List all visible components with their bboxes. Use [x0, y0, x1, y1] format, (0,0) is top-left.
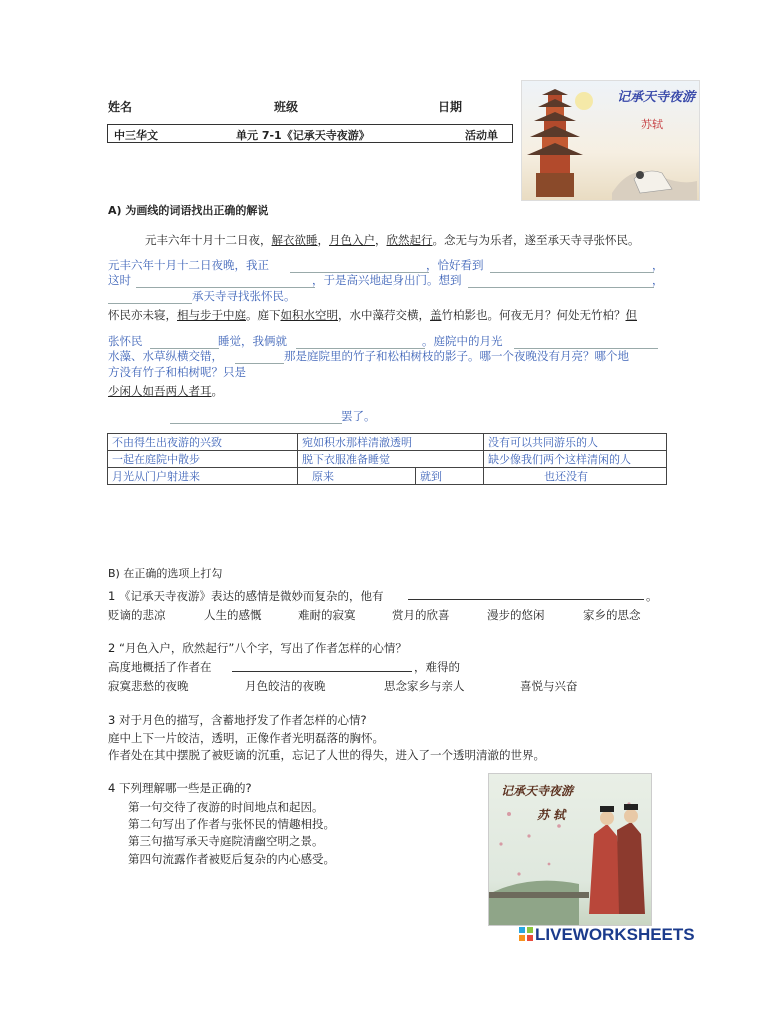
- q3-option[interactable]: 作者处在其中摆脱了被贬谪的沉重，忘记了人世的得失，进入了一个透明清澈的世界。: [108, 748, 545, 762]
- poem-illustration-top: [521, 80, 700, 201]
- top-image-author: 苏轼: [641, 118, 663, 131]
- poem-text: 。念无与为乐者，遂至承天寺寻张怀民。: [432, 233, 640, 247]
- q1-option[interactable]: 难耐的寂寞: [298, 608, 356, 622]
- word-bank-table: [107, 433, 667, 485]
- q2-option[interactable]: 思念家乡与亲人: [384, 679, 465, 693]
- poem-line-3: [108, 383, 223, 399]
- table-row: [108, 434, 667, 451]
- word-option[interactable]: 也还没有: [484, 468, 667, 485]
- translation-text: 元丰六年十月十二日夜晚，我正: [108, 258, 269, 272]
- answer-blank: [232, 671, 412, 672]
- question-1-end: 。: [646, 589, 658, 603]
- translation-text: ，于是高兴地起身出门。想到: [312, 273, 462, 287]
- q1-option[interactable]: 人生的感慨: [204, 608, 262, 622]
- question-2: 2 “月色入户，欣然起行”八个字，写出了作者怎样的心情？: [108, 641, 407, 655]
- question-2-line-end: ，难得的: [414, 660, 460, 674]
- underlined-phrase: 少闲人如吾两人者耳: [108, 384, 212, 398]
- translation-text: 那是庭院里的竹子和松柏树枝的影子。哪一个夜晚没有月亮？哪个地: [284, 349, 629, 363]
- poem-text: 竹柏影也。何夜无月？何处无竹柏？: [441, 308, 626, 322]
- answer-input[interactable]: [468, 271, 654, 288]
- q2-option[interactable]: 喜悦与兴奋: [520, 679, 578, 693]
- name-label: 姓名: [108, 100, 133, 114]
- question-4: 4 下列理解哪一些是正确的?: [108, 781, 252, 795]
- underlined-phrase: 解衣欲睡: [271, 233, 318, 247]
- translation-text: ，恰好看到: [426, 258, 484, 272]
- question-3: 3 对于月色的描写，含蓄地抒发了作者怎样的心情?: [108, 713, 367, 727]
- poem-text: 怀民亦未寝，: [108, 308, 177, 322]
- underlined-phrase: 欣然起行: [386, 233, 433, 247]
- answer-input[interactable]: [136, 271, 315, 288]
- translation-text: 罢了。: [341, 409, 376, 423]
- poem-text: 。: [211, 384, 223, 398]
- poem-text: 元丰六年十月十二日夜，: [145, 233, 272, 247]
- q4-option[interactable]: 第三句描写承天寺庭院清幽空明之景。: [128, 834, 324, 848]
- poem-line-1: [145, 232, 640, 248]
- translation-text: 水藻、水草纵横交错，: [108, 349, 223, 363]
- sheet-label: 活动单: [465, 129, 498, 142]
- date-label: 日期: [438, 100, 463, 114]
- q2-option[interactable]: 寂寞悲愁的夜晚: [108, 679, 189, 693]
- answer-input[interactable]: [235, 347, 284, 364]
- poem-text: ，水中藻荇交横，: [338, 308, 430, 322]
- question-1: 1 《记承天寺夜游》表达的感情是微妙而复杂的，他有: [108, 589, 384, 603]
- liveworksheets-text: LIVEWORKSHEETS: [535, 925, 695, 944]
- underlined-phrase: 盖: [430, 308, 442, 322]
- q1-option[interactable]: 赏月的欣喜: [392, 608, 450, 622]
- poem-text: ，: [375, 233, 387, 247]
- poem-text: 。庭下: [246, 308, 281, 322]
- translation-text: ，: [652, 273, 664, 287]
- word-option[interactable]: 原来: [298, 468, 416, 485]
- word-option[interactable]: 不由得生出夜游的兴致: [108, 434, 298, 451]
- translation-text: 方没有竹子和柏树呢？只是: [108, 365, 246, 379]
- word-option[interactable]: 没有可以共同游乐的人: [484, 434, 667, 451]
- liveworksheets-logo: [519, 925, 695, 945]
- q4-option[interactable]: 第一句交待了夜游的时间地点和起因。: [128, 800, 324, 814]
- poem-text: ，: [317, 233, 329, 247]
- liveworksheets-icon: [519, 926, 533, 940]
- word-option[interactable]: 脱下衣服准备睡觉: [298, 451, 484, 468]
- answer-input[interactable]: [170, 407, 342, 424]
- translation-text: 张怀民: [108, 334, 143, 348]
- word-option[interactable]: 缺少像我们两个这样清闲的人: [484, 451, 667, 468]
- class-label: 班级: [274, 100, 299, 114]
- q1-option[interactable]: 贬谪的悲凉: [108, 608, 166, 622]
- answer-input[interactable]: [514, 332, 658, 349]
- table-row: [108, 468, 667, 485]
- underlined-phrase: 但: [625, 308, 637, 322]
- word-option[interactable]: 月光从门户射进来: [108, 468, 298, 485]
- bottom-image-title: 记承天寺夜游: [501, 784, 574, 798]
- q4-option[interactable]: 第二句写出了作者与张怀民的情趣相投。: [128, 817, 335, 831]
- q2-option[interactable]: 月色皎洁的夜晚: [245, 679, 326, 693]
- translation-text: 这时: [108, 273, 131, 287]
- translation-text: 承天寺寻找张怀民。: [192, 289, 296, 303]
- translation-text: ，: [652, 258, 664, 272]
- q1-option[interactable]: 漫步的悠闲: [487, 608, 545, 622]
- translation-text: 睡觉，我俩就: [218, 334, 287, 348]
- underlined-phrase: 如积水空明: [280, 308, 338, 322]
- q3-option[interactable]: 庭中上下一片皎洁，透明，正像作者光明磊落的胸怀。: [108, 731, 384, 745]
- word-option[interactable]: 就到: [416, 468, 484, 485]
- word-option[interactable]: 宛如积水那样清澈透明: [298, 434, 484, 451]
- section-b-heading: B) 在正确的选项上打勾: [108, 567, 223, 580]
- poem-illustration-bottom: [488, 773, 652, 926]
- word-option[interactable]: 一起在庭院中散步: [108, 451, 298, 468]
- bottom-image-author: 苏 轼: [537, 808, 566, 822]
- level-label: 中三华文: [114, 129, 158, 142]
- poem-line-2: [108, 307, 637, 323]
- answer-blank: [408, 599, 644, 600]
- answer-input[interactable]: [108, 287, 192, 304]
- question-2-line: 高度地概括了作者在: [108, 660, 212, 674]
- unit-label: 单元 7-1《记承天寺夜游》: [236, 129, 370, 142]
- top-image-title: 记承天寺夜游: [617, 90, 696, 105]
- translation-text: 。庭院中的月光: [422, 334, 503, 348]
- underlined-phrase: 相与步于中庭: [177, 308, 246, 322]
- q1-option[interactable]: 家乡的思念: [583, 608, 641, 622]
- answer-input[interactable]: [296, 332, 425, 349]
- q4-option[interactable]: 第四句流露作者被贬后复杂的内心感受。: [128, 852, 335, 866]
- answer-input[interactable]: [150, 332, 219, 349]
- section-a-heading: A) 为画线的词语找出正确的解说: [108, 204, 269, 217]
- underlined-phrase: 月色入户: [329, 233, 375, 247]
- table-row: [108, 451, 667, 468]
